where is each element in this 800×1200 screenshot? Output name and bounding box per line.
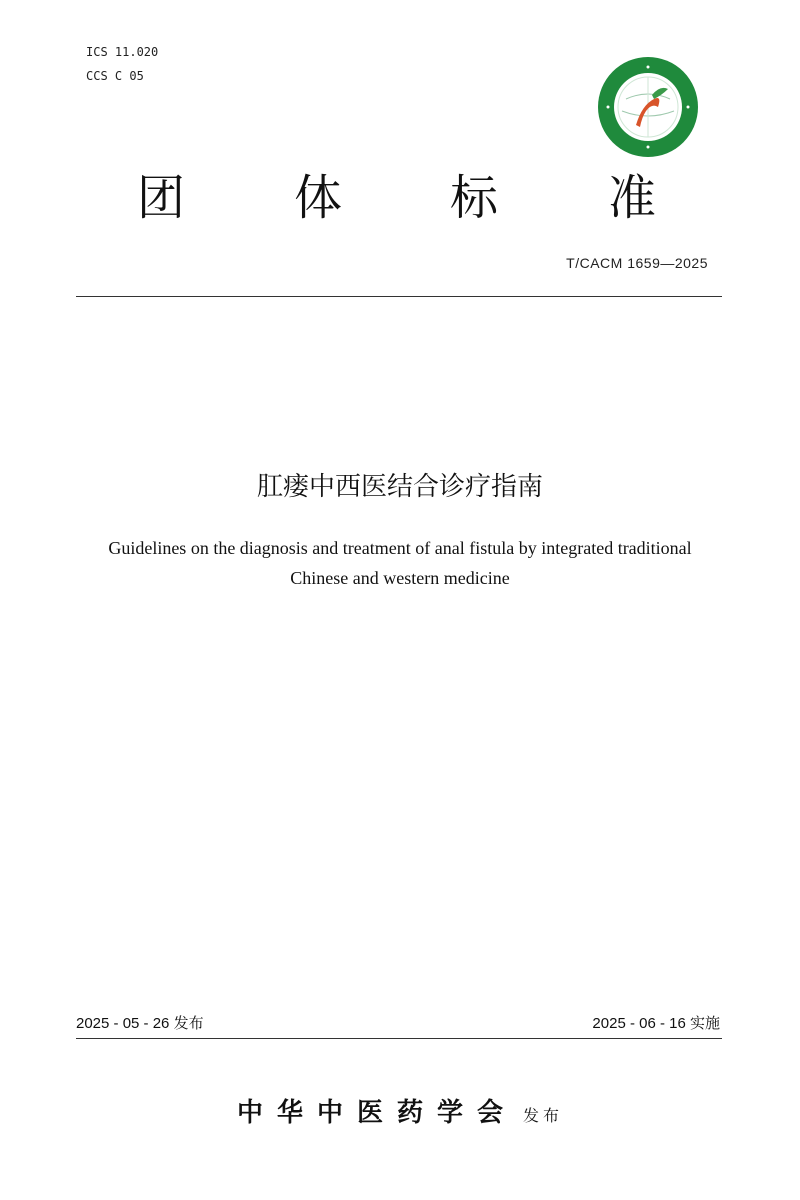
- classification-codes: [86, 40, 158, 88]
- association-logo: [596, 55, 700, 159]
- standard-title-char-3: 标: [450, 170, 499, 226]
- standard-title-char-1: 团: [137, 170, 186, 226]
- standard-code: T/CACM 1659—2025: [566, 255, 708, 271]
- publisher-line: [0, 1092, 800, 1129]
- document-title-zh: 肛瘘中西医结合诊疗指南: [256, 472, 543, 502]
- standard-title-char-4: 准: [608, 170, 657, 226]
- ics-code: ICS 11.020: [86, 45, 159, 59]
- bottom-divider: [76, 1038, 722, 1039]
- ccs-code: CCS C 05: [86, 69, 144, 83]
- document-title-en: [60, 533, 740, 593]
- publisher-name: 中华中医药学会: [236, 1098, 517, 1128]
- implementation-date: 2025 - 06 - 16 实施: [592, 1015, 720, 1032]
- release-date: 2025 - 05 - 26 发布: [76, 1015, 204, 1032]
- document-title-en-line-1: Guidelines on the diagnosis and treatment of anal fistula by integrated traditional: [108, 538, 692, 558]
- standard-type-title: [0, 168, 800, 238]
- standard-title-char-2: 体: [294, 170, 343, 226]
- document-title-en-line-2: Chinese and western medicine: [290, 568, 510, 588]
- publisher-suffix: 发布: [523, 1106, 564, 1125]
- top-divider: [76, 296, 722, 297]
